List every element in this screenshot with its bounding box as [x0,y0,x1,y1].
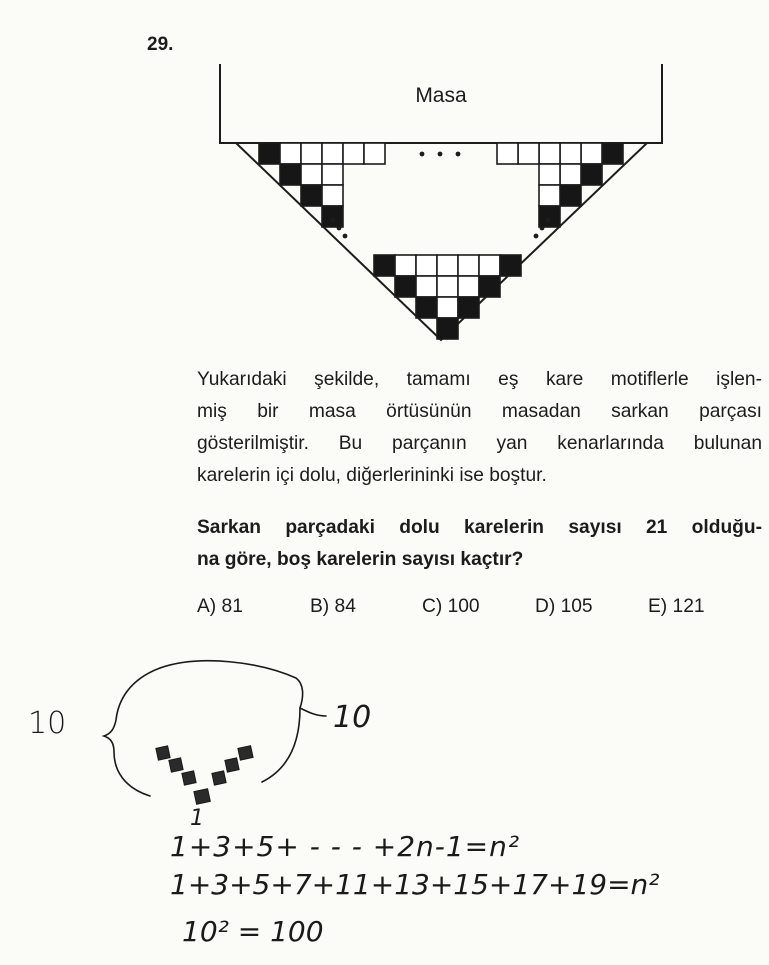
filled-square [560,185,581,206]
handwritten-result: 10² = 100 [182,915,324,948]
empty-square [560,164,581,185]
ellipsis-dot [337,226,342,231]
empty-square [560,143,581,164]
ellipsis-dot [420,152,425,157]
filled-square [437,318,458,339]
filled-square [374,255,395,276]
empty-square [581,143,602,164]
question-prompt [197,512,762,576]
empty-square [395,255,416,276]
choice-d[interactable]: D) 105 [535,596,593,617]
empty-square [539,164,560,185]
empty-square [416,276,437,297]
ellipsis-dot [438,152,443,157]
empty-square [437,297,458,318]
choice-e[interactable]: E) 121 [648,596,705,617]
question-paragraph [197,364,762,492]
filled-square [581,164,602,185]
empty-square [280,143,301,164]
sketch-square [212,771,226,785]
filled-square [458,297,479,318]
empty-square [364,143,385,164]
empty-square [322,164,343,185]
empty-square [497,143,518,164]
filled-square [416,297,437,318]
sketch-square [194,789,210,805]
ellipsis-dot [343,234,348,239]
sketch-square [182,771,196,785]
empty-square [518,143,539,164]
handwritten-formula: 1+3+5+ - - - +2n-1=n² [170,830,521,863]
empty-square [458,276,479,297]
tablecloth-figure [0,0,769,360]
filled-square [602,143,623,164]
sketch-square [225,758,239,772]
top-arc-stroke [160,661,303,708]
empty-square [539,143,560,164]
sketch-square [238,746,253,760]
ellipsis-dot [534,234,539,239]
filled-square [539,206,560,227]
empty-square [437,276,458,297]
handwritten-sum: 1+3+5+7+11+13+15+17+19=n² [170,868,660,901]
paragraph-line: gösterilmiştir. Bu parçanın yan kenarlarında bulunan [197,433,762,454]
choice-b[interactable]: B) 84 [310,596,356,617]
ellipsis-dot [456,152,461,157]
ellipsis-dot [540,226,545,231]
paragraph-line: Yukarıdaki şekilde, tamamı eş kare motiflerle işlen- [197,369,762,390]
empty-square [301,164,322,185]
question-number: 29. [147,34,174,55]
empty-square [416,255,437,276]
empty-square [458,255,479,276]
filled-square [500,255,521,276]
sketch-square [156,746,170,760]
empty-square [322,143,343,164]
empty-square [322,185,343,206]
sketch-square [169,758,183,772]
handwritten-left-count: 10 [28,706,67,741]
paragraph-line: karelerin içi dolu, diğerlerininki ise boştur. [197,465,547,486]
filled-square [479,276,500,297]
filled-square [280,164,301,185]
right-arc-stroke [262,708,326,782]
prompt-line: na göre, boş karelerin sayısı kaçtır? [197,549,524,570]
handwritten-sketch [0,640,769,965]
filled-square [301,185,322,206]
empty-square [539,185,560,206]
filled-square [322,206,343,227]
handwritten-one: 1 [190,806,204,831]
empty-square [479,255,500,276]
ellipsis-dot [331,218,336,223]
ellipsis-dot [546,218,551,223]
filled-square [259,143,280,164]
prompt-line: Sarkan parçadaki dolu karelerin sayısı 21 olduğu- [197,517,762,538]
empty-square [301,143,322,164]
choice-a[interactable]: A) 81 [197,596,243,617]
empty-square [437,255,458,276]
choice-c[interactable]: C) 100 [422,596,480,617]
paragraph-line: miş bir masa örtüsünün masadan sarkan parçası [197,401,762,422]
filled-square [395,276,416,297]
handwritten-right-count: 10 [333,700,372,735]
masa-label: Masa [415,84,467,107]
empty-square [343,143,364,164]
left-brace-stroke [104,668,160,796]
